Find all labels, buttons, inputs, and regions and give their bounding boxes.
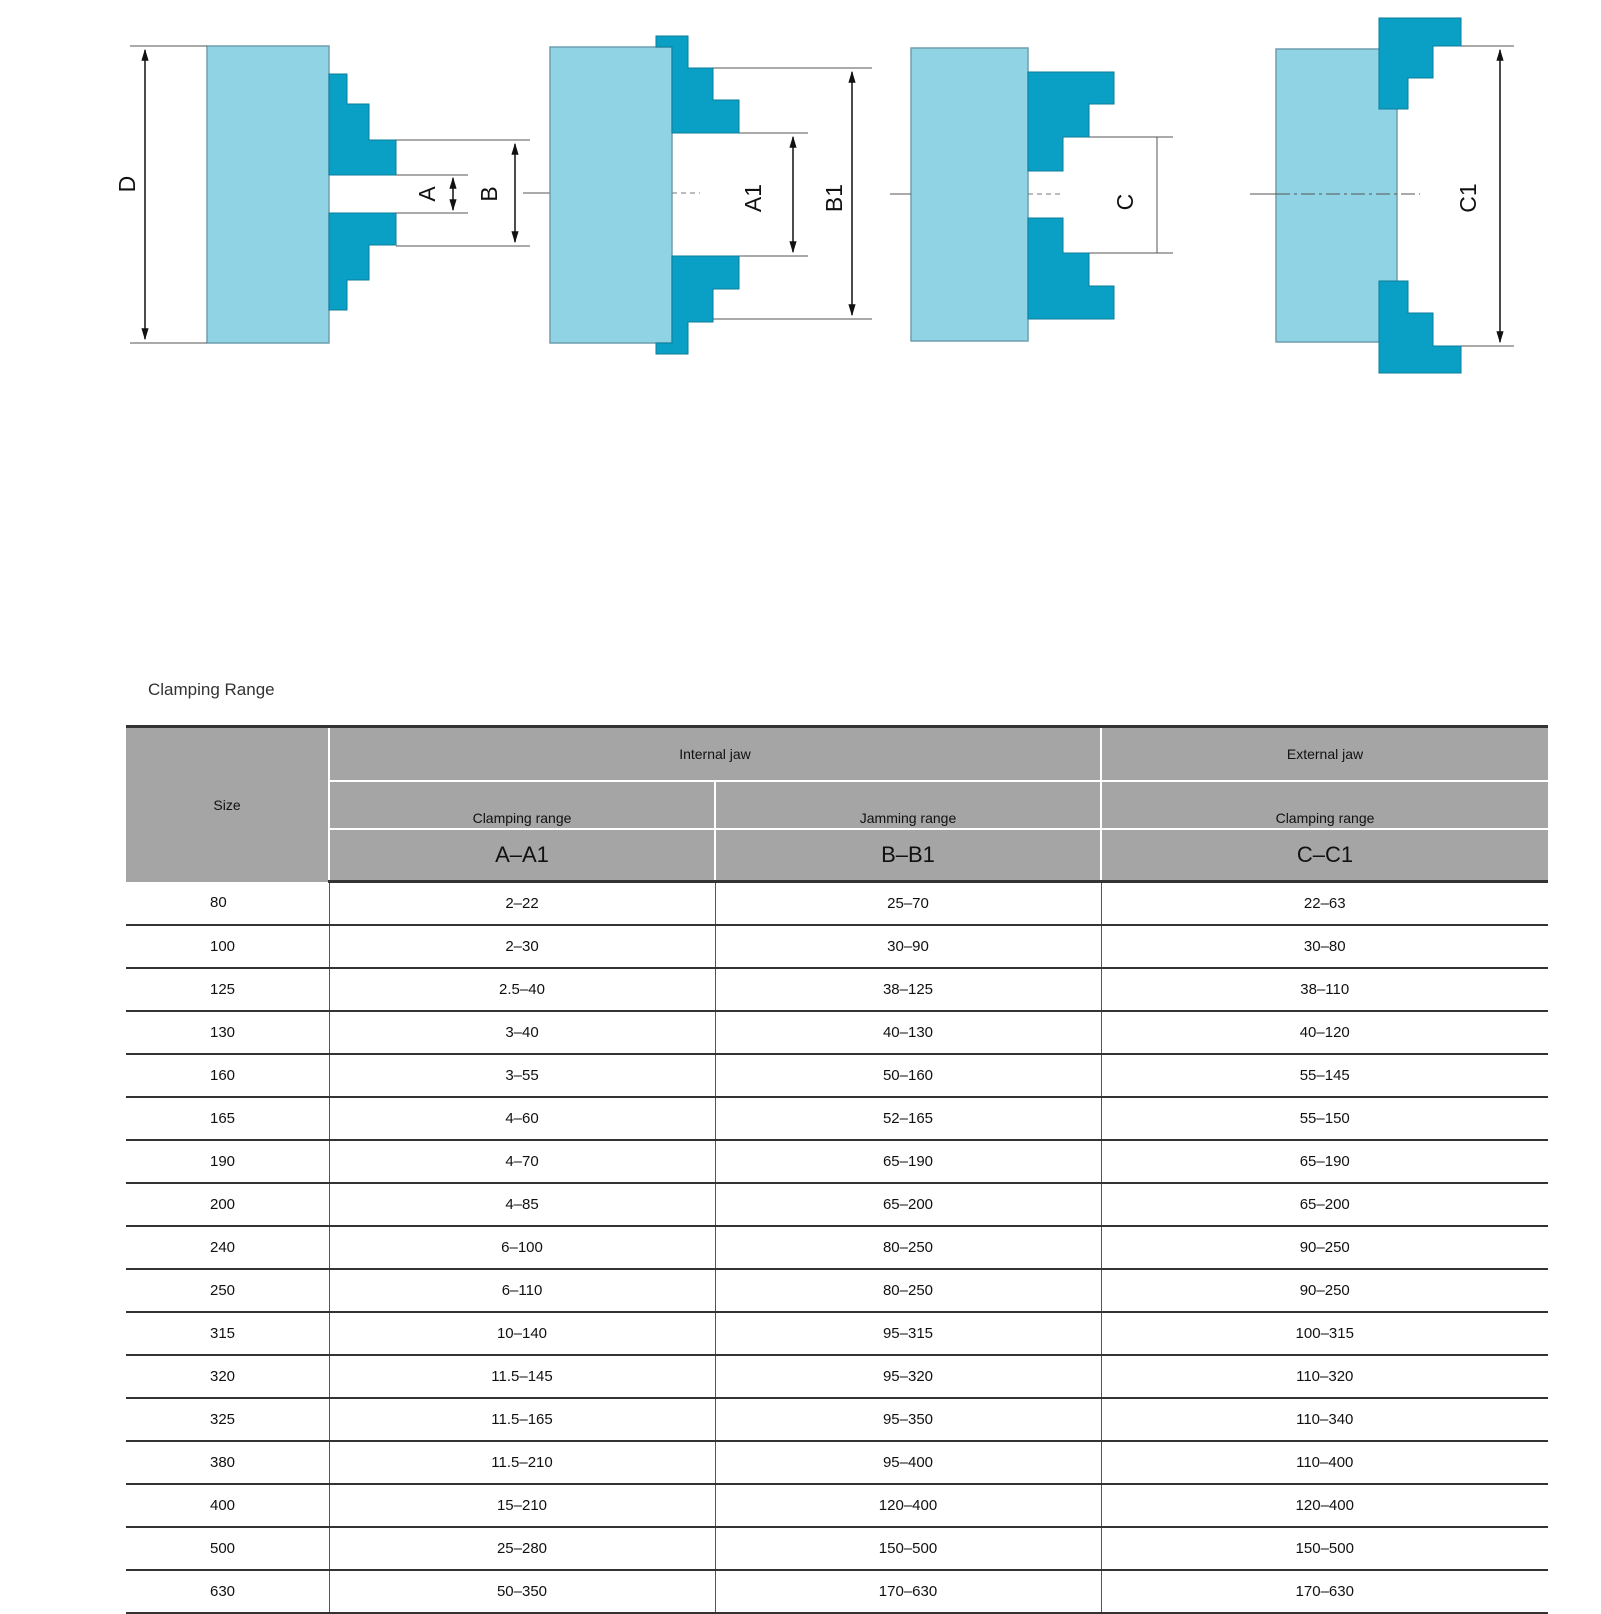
table-row [126,1097,1548,1140]
table-row [126,968,1548,1011]
a-a1-cell: 3–40 [329,1011,715,1054]
a-a1-cell: 3–55 [329,1054,715,1097]
label-b: B [476,186,502,202]
a-a1-cell: 25–280 [329,1527,715,1570]
b-b1-cell: 95–315 [715,1312,1101,1355]
external-jaw-header: External jaw [1101,727,1548,782]
table-row [126,1527,1548,1570]
b-b1-cell: 80–250 [715,1226,1101,1269]
c-c1-cell: 110–400 [1101,1441,1548,1484]
external-clamping-header: Clamping range [1101,781,1548,829]
b-b1-cell: 95–400 [715,1441,1101,1484]
a-a1-cell: 11.5–210 [329,1441,715,1484]
size-cell: 240 [126,1226,329,1269]
internal-jamming-header: Jamming range [715,781,1101,829]
b-b1-cell: 50–160 [715,1054,1101,1097]
size-cell: 315 [126,1312,329,1355]
label-c: C [1112,193,1138,211]
c-c1-cell: 120–400 [1101,1484,1548,1527]
c-c1-cell: 110–320 [1101,1355,1548,1398]
a-a1-cell: 4–85 [329,1183,715,1226]
size-cell: 630 [126,1570,329,1613]
size-cell: 320 [126,1355,329,1398]
a-a1-cell: 2.5–40 [329,968,715,1011]
table-row [126,1484,1548,1527]
size-header: Size [126,727,329,882]
c-c1-cell: 38–110 [1101,968,1548,1011]
a-a1-cell: 2–30 [329,925,715,968]
c-c1-cell: 90–250 [1101,1226,1548,1269]
clamping-range-table [126,725,1548,1614]
table-row [126,1441,1548,1484]
a-a1-cell: 2–22 [329,882,715,926]
table-row [126,1269,1548,1312]
lower-jaw [1028,218,1114,319]
a-a1-cell: 6–110 [329,1269,715,1312]
code-a-header: A–A1 [329,829,715,882]
diagram-internal-jamming [550,36,872,354]
table-row [126,1355,1548,1398]
c-c1-cell: 170–630 [1101,1570,1548,1613]
label-d: D [114,175,140,193]
c-c1-cell: 55–150 [1101,1097,1548,1140]
b-b1-cell: 65–200 [715,1183,1101,1226]
b-b1-cell: 120–400 [715,1484,1101,1527]
lower-jaw [1379,281,1461,373]
a-a1-cell: 6–100 [329,1226,715,1269]
diagram-external-clamping [890,48,1173,341]
table-row [126,1226,1548,1269]
b-b1-cell: 150–500 [715,1527,1101,1570]
a-a1-cell: 4–70 [329,1140,715,1183]
c-c1-cell: 90–250 [1101,1269,1548,1312]
a-a1-cell: 11.5–165 [329,1398,715,1441]
label-a: A [414,186,440,202]
size-cell: 80 [126,882,329,926]
b-b1-cell: 170–630 [715,1570,1101,1613]
table-row [126,882,1548,926]
size-cell: 160 [126,1054,329,1097]
size-cell: 130 [126,1011,329,1054]
c-c1-cell: 100–315 [1101,1312,1548,1355]
size-cell: 200 [126,1183,329,1226]
table-row [126,1140,1548,1183]
code-b-header: B–B1 [715,829,1101,882]
b-b1-cell: 65–190 [715,1140,1101,1183]
chuck-body [207,46,329,343]
b-b1-cell: 38–125 [715,968,1101,1011]
a-a1-cell: 50–350 [329,1570,715,1613]
table-row [126,1570,1548,1613]
size-cell: 325 [126,1398,329,1441]
size-cell: 100 [126,925,329,968]
b-b1-cell: 25–70 [715,882,1101,926]
b-b1-cell: 95–320 [715,1355,1101,1398]
c-c1-cell: 22–63 [1101,882,1548,926]
internal-jaw-header: Internal jaw [329,727,1101,782]
size-cell: 500 [126,1527,329,1570]
lower-jaw [329,213,396,310]
table-row [126,1054,1548,1097]
section-title: Clamping Range [148,680,275,699]
c-c1-cell: 65–190 [1101,1140,1548,1183]
b-b1-cell: 52–165 [715,1097,1101,1140]
a-a1-cell: 10–140 [329,1312,715,1355]
size-cell: 125 [126,968,329,1011]
table-body [126,882,1548,1614]
upper-jaw [1379,18,1461,109]
size-cell: 250 [126,1269,329,1312]
upper-jaw [1028,72,1114,171]
table-row [126,1183,1548,1226]
jaw-diagrams [0,0,1601,400]
a-a1-cell: 15–210 [329,1484,715,1527]
c-c1-cell: 40–120 [1101,1011,1548,1054]
size-cell: 165 [126,1097,329,1140]
b-b1-cell: 30–90 [715,925,1101,968]
chuck-body [911,48,1028,341]
table-row [126,1011,1548,1054]
c-c1-cell: 150–500 [1101,1527,1548,1570]
table-row [126,925,1548,968]
label-a1: A1 [740,183,766,213]
b-b1-cell: 95–350 [715,1398,1101,1441]
c-c1-cell: 110–340 [1101,1398,1548,1441]
chuck-body [550,47,672,343]
label-b1: B1 [821,183,847,213]
label-c1: C1 [1455,183,1481,213]
a-a1-cell: 11.5–145 [329,1355,715,1398]
c-c1-cell: 30–80 [1101,925,1548,968]
c-c1-cell: 55–145 [1101,1054,1548,1097]
internal-clamping-header: Clamping range [329,781,715,829]
size-cell: 380 [126,1441,329,1484]
code-c-header: C–C1 [1101,829,1548,882]
c-c1-cell: 65–200 [1101,1183,1548,1226]
b-b1-cell: 80–250 [715,1269,1101,1312]
upper-jaw [329,74,396,175]
diagram-external-reversed [1250,18,1514,373]
a-a1-cell: 4–60 [329,1097,715,1140]
size-cell: 400 [126,1484,329,1527]
b-b1-cell: 40–130 [715,1011,1101,1054]
diagram-internal-clamping [114,46,550,343]
size-cell: 190 [126,1140,329,1183]
table-row [126,1312,1548,1355]
table-row [126,1398,1548,1441]
